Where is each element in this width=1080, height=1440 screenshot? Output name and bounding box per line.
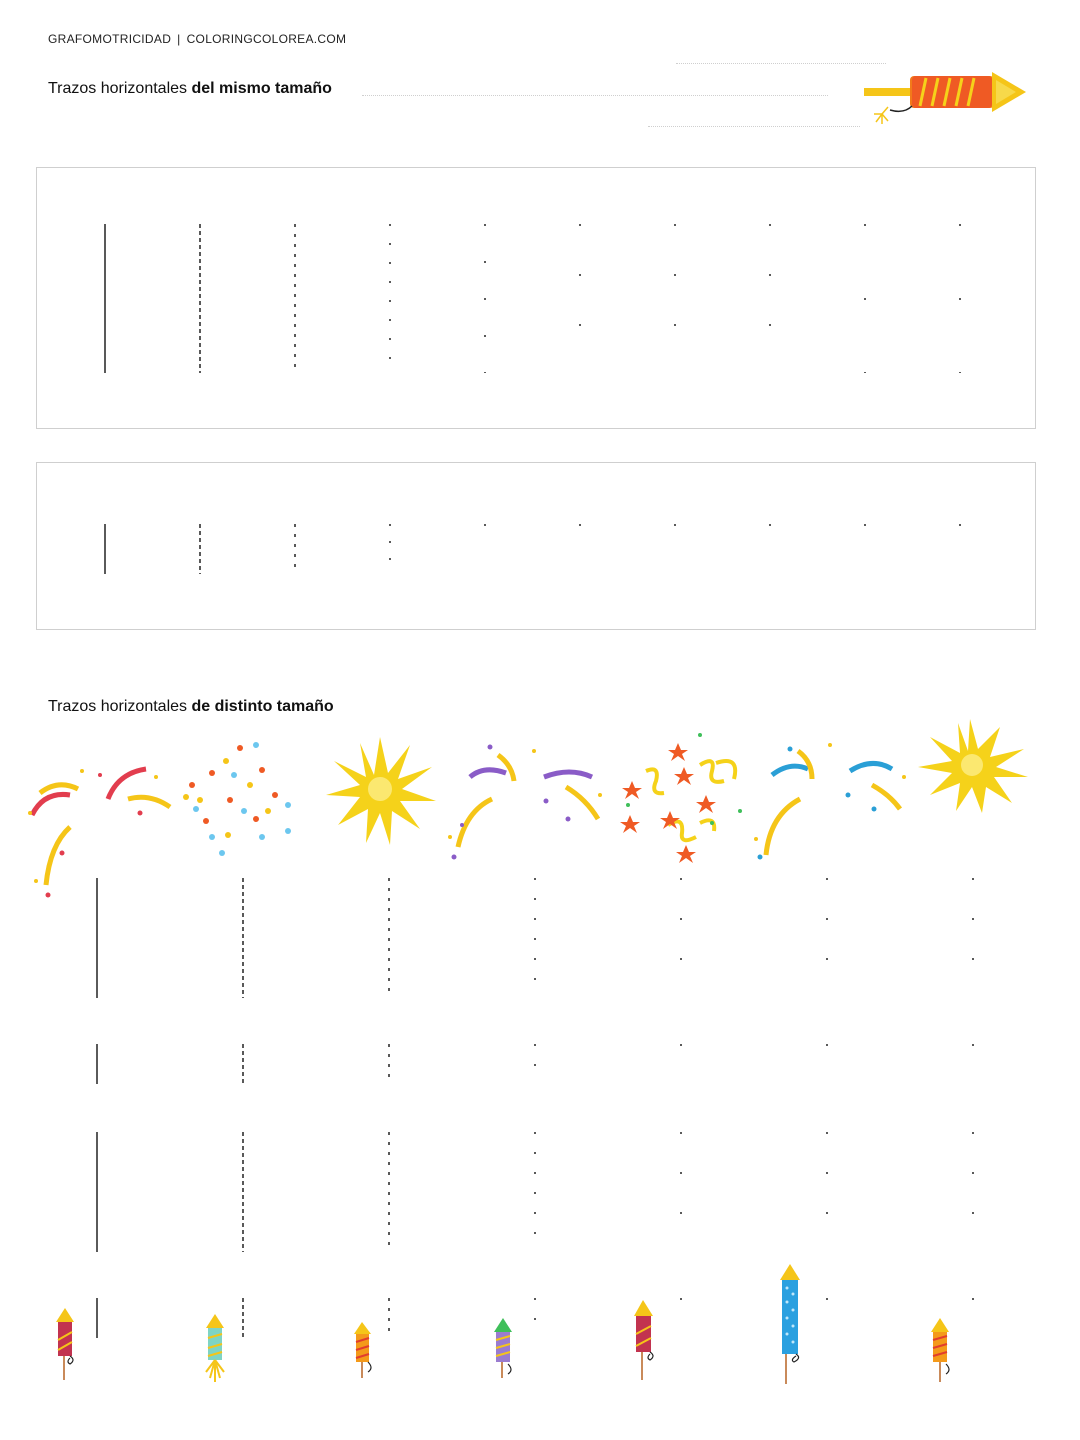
tracing-panel-tall (36, 167, 1036, 429)
section-2-title (48, 698, 334, 716)
decorative-dotted-line (362, 95, 828, 96)
star-burst-icon (918, 719, 1028, 813)
decorative-dotted-line (648, 126, 860, 127)
brand-header (48, 32, 346, 46)
brand-site: COLORINGCOLOREA.COM (186, 32, 347, 46)
rocket-orange-icon (354, 1322, 371, 1378)
stars-confetti-icon (620, 733, 742, 863)
tracing-lines-tall[interactable] (37, 168, 1035, 428)
firework-rocket-icon (860, 66, 1032, 130)
streamer-burst-icon (448, 745, 602, 860)
section-2-title-regular: Trazos horizontales (48, 698, 192, 715)
decorative-dotted-line (676, 63, 886, 64)
tracing-panel-short (36, 462, 1036, 630)
star-burst-icon (326, 737, 436, 845)
rocket-teal-icon (206, 1314, 224, 1382)
rocket-blue-tall-icon (780, 1264, 800, 1384)
rocket-red-icon (634, 1300, 653, 1380)
brand-category: GRAFOMOTRICIDAD (48, 32, 172, 46)
rocket-red-icon (56, 1308, 74, 1380)
brand-separator: | (177, 32, 181, 46)
dots-burst-icon (183, 742, 291, 856)
streamer-burst-icon (754, 743, 906, 860)
rocket-purple-icon (494, 1318, 512, 1378)
rocket-orange-icon (931, 1318, 949, 1382)
section-1-title-regular: Trazos horizontales (48, 80, 192, 97)
rockets-row (0, 1260, 1080, 1390)
section-2-title-bold: de distinto tamaño (191, 698, 334, 715)
section-1-title (48, 80, 332, 98)
section-1-title-bold: del mismo tamaño (191, 80, 332, 97)
tracing-lines-short[interactable] (37, 463, 1035, 629)
